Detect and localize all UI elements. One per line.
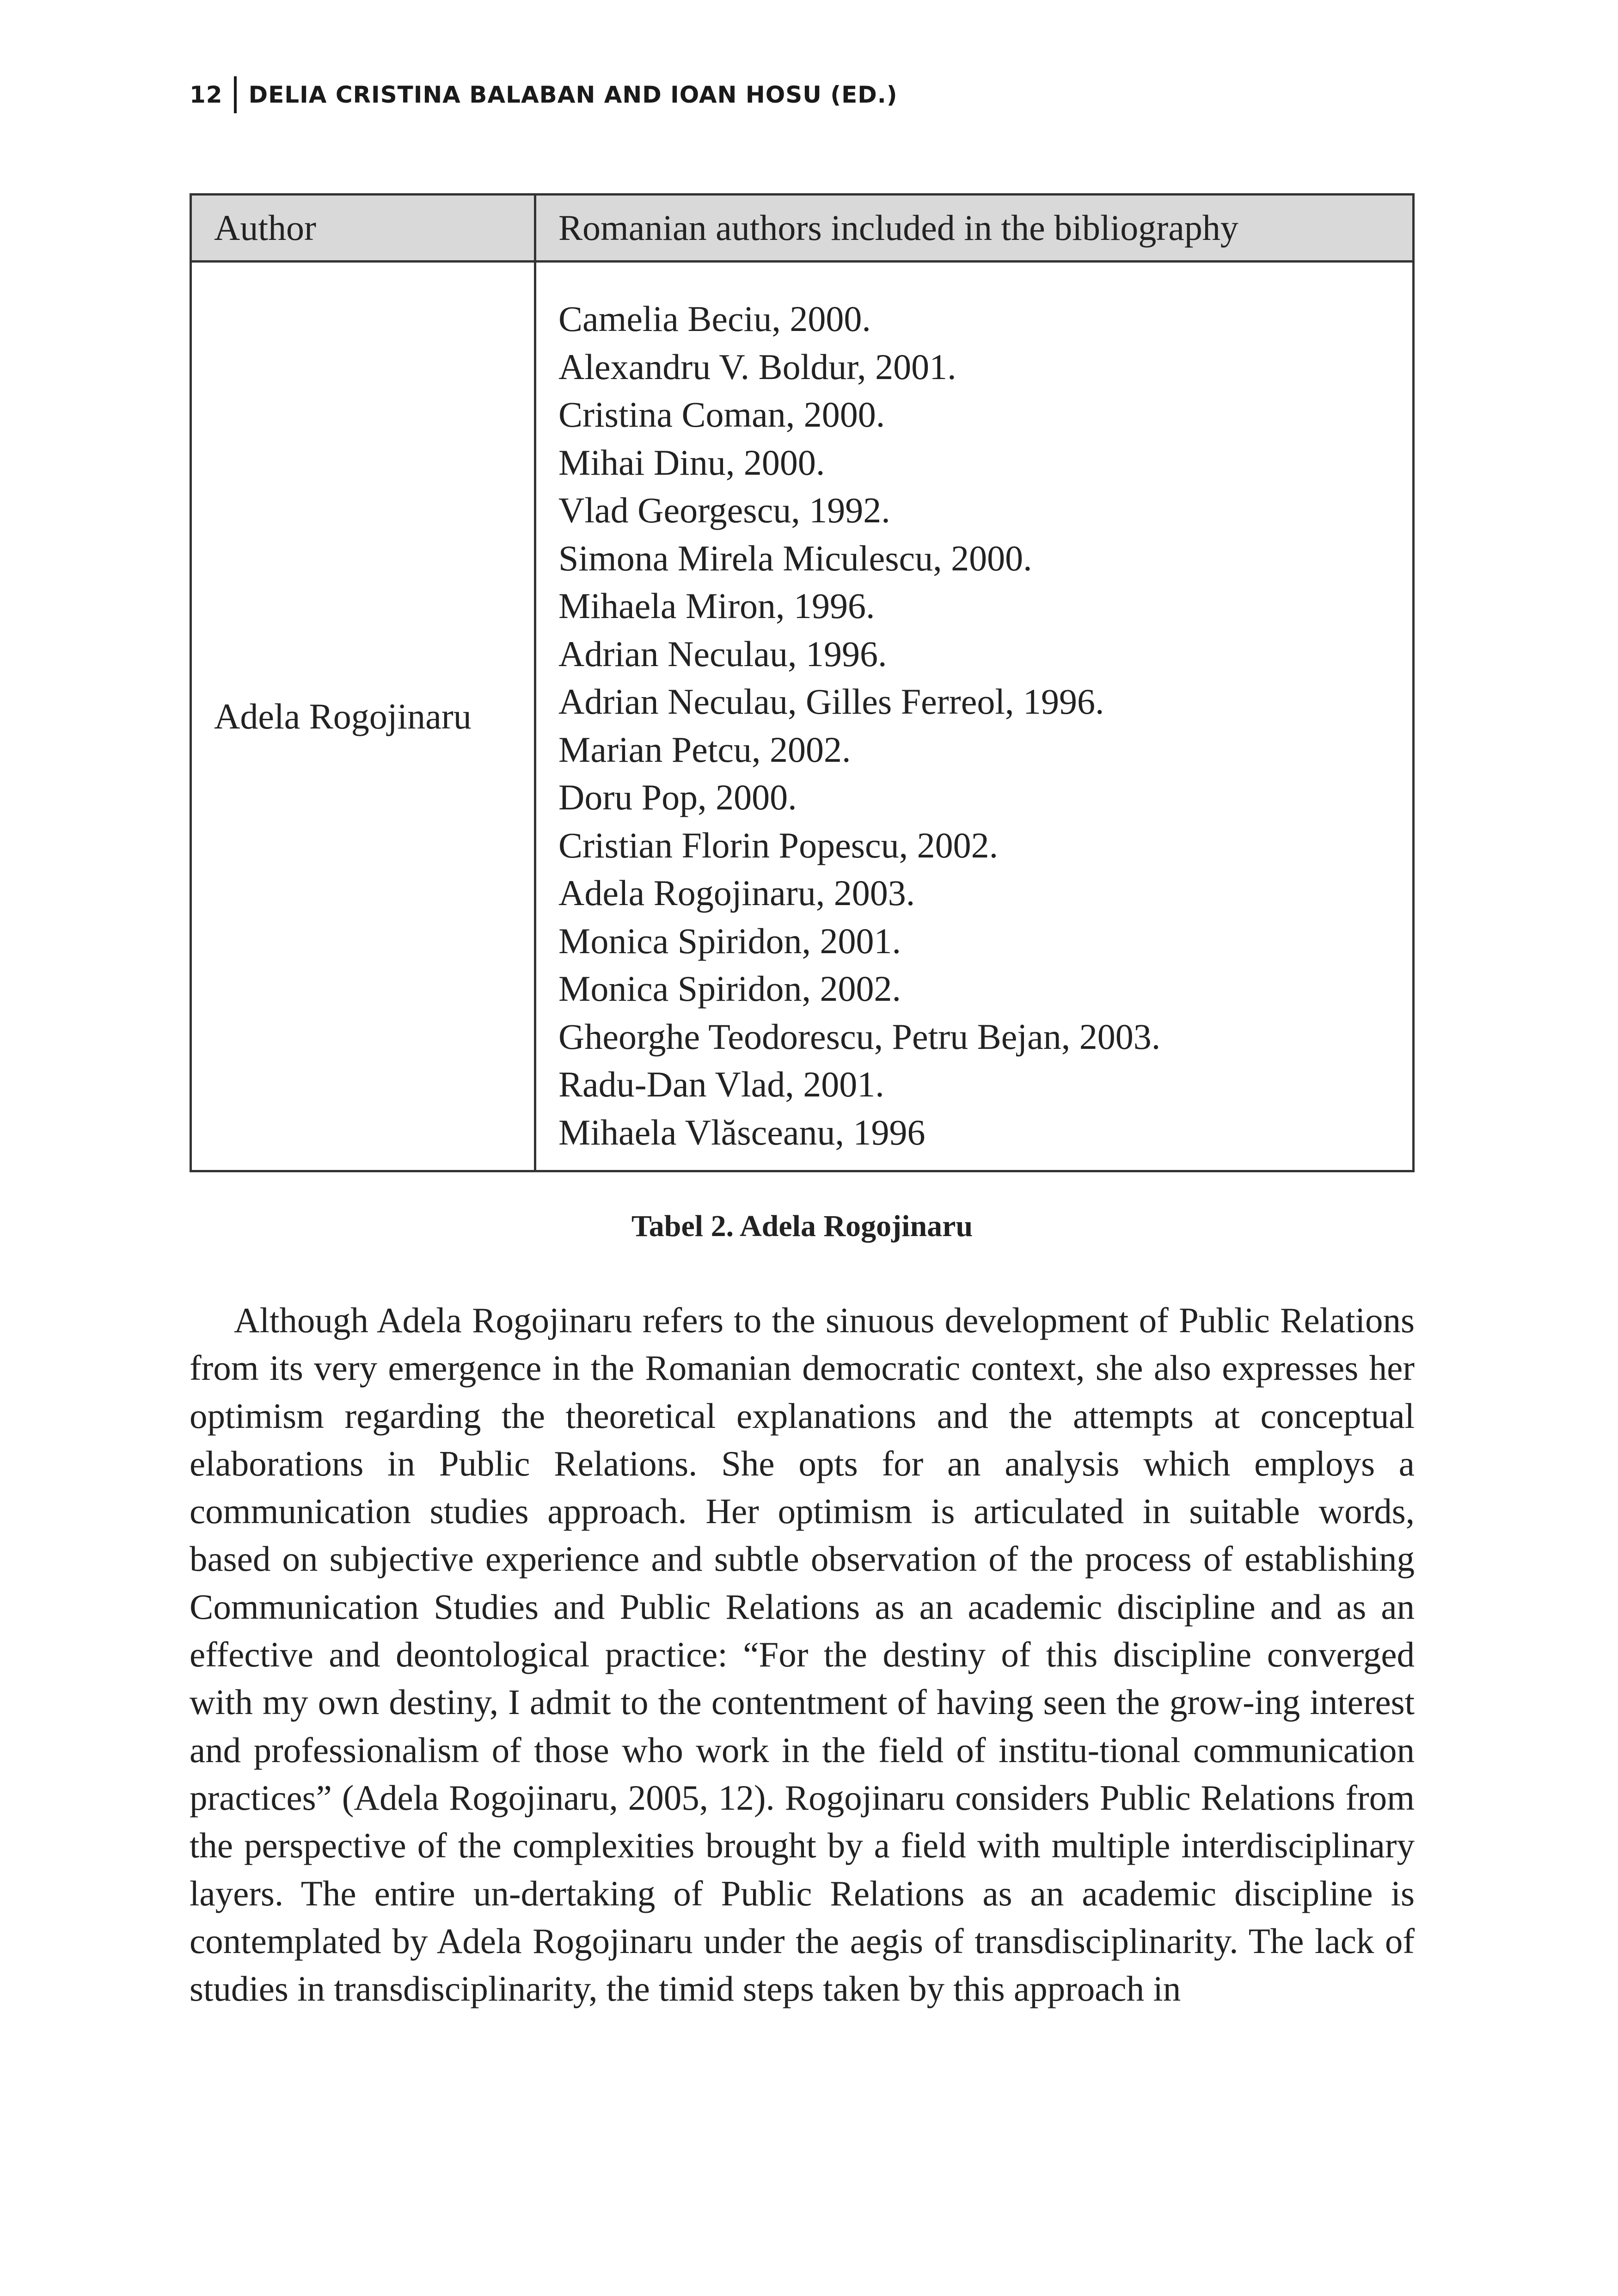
bibliography-entry: Radu-Dan Vlad, 2001. — [558, 1064, 884, 1104]
page-header — [190, 76, 898, 113]
table-caption: Tabel 2. Adela Rogojinaru — [631, 1209, 973, 1243]
bibliography-table — [190, 193, 1415, 1172]
bibliography-entry: Adrian Neculau, Gilles Ferreol, 1996. — [558, 681, 1104, 722]
bibliography-entry: Alexandru V. Boldur, 2001. — [558, 346, 956, 387]
bibliography-entry: Simona Mirela Miculescu, 2000. — [558, 538, 1032, 578]
bibliography-entry: Cristian Florin Popescu, 2002. — [558, 825, 999, 865]
header-divider — [234, 76, 237, 113]
running-head: DELIA CRISTINA BALABAN AND IOAN HOSU (ED.) — [248, 81, 898, 108]
bibliography-entry: Gheorghe Teodorescu, Petru Bejan, 2003. — [558, 1016, 1161, 1057]
bibliography-entry: Camelia Beciu, 2000. — [558, 299, 871, 339]
body-paragraph: Although Adela Rogojinaru refers to the sinuous development of Public Relations from its very emergence in the Romanian democratic context, she also expresses her optimism regarding the theoretical explanations and the attempts at conceptual elaborations in Public Relations. She opts for an analysis which employs a communication studies approach. Her optimism is articulated in suitable words, based on subjective experience and subtle observation of the process of establishing Communication Studies and Public Relations as an academic discipline and as an effective and deontological practice: “For the destiny of this discipline converged with my own destiny, I admit to the contentment of having seen the grow-ing interest and professionalism of those who work in the field of institu-tional communication practices” (Adela Rogojinaru, 2005, 12). Rogojinaru considers Public Relations from the perspective of the complexities brought by a field with multiple interdisciplinary layers. The entire un-dertaking of Public Relations as an academic discipline is contemplated by Adela Rogojinaru under the aegis of transdisciplinarity. The lack of studies in transdisciplinarity, the timid steps taken by this approach in — [190, 1300, 1415, 2009]
column-header-author: Author — [191, 195, 535, 262]
bibliography-entry: Marian Petcu, 2002. — [558, 729, 851, 770]
column-header-bibliography: Romanian authors included in the bibliography — [535, 195, 1414, 262]
bibliography-entry: Mihaela Vlăsceanu, 1996 — [558, 1112, 925, 1152]
bibliography-entry: Adrian Neculau, 1996. — [558, 633, 887, 674]
author-cell: Adela Rogojinaru — [191, 262, 535, 1171]
bibliography-entry: Monica Spiridon, 2002. — [558, 968, 901, 1009]
page-number: 12 — [190, 81, 223, 108]
bibliography-entry: Monica Spiridon, 2001. — [558, 920, 901, 961]
bibliography-entry: Mihai Dinu, 2000. — [558, 442, 825, 483]
bibliography-entry: Vlad Georgescu, 1992. — [558, 490, 890, 530]
bibliography-entry: Doru Pop, 2000. — [558, 777, 797, 817]
bibliography-entry: Adela Rogojinaru, 2003. — [558, 873, 915, 913]
table-header-row — [191, 195, 1414, 262]
table-row — [191, 262, 1414, 1171]
bibliography-entry: Mihaela Miron, 1996. — [558, 586, 875, 626]
bibliography-cell — [535, 262, 1414, 1171]
bibliography-entry: Cristina Coman, 2000. — [558, 394, 885, 435]
